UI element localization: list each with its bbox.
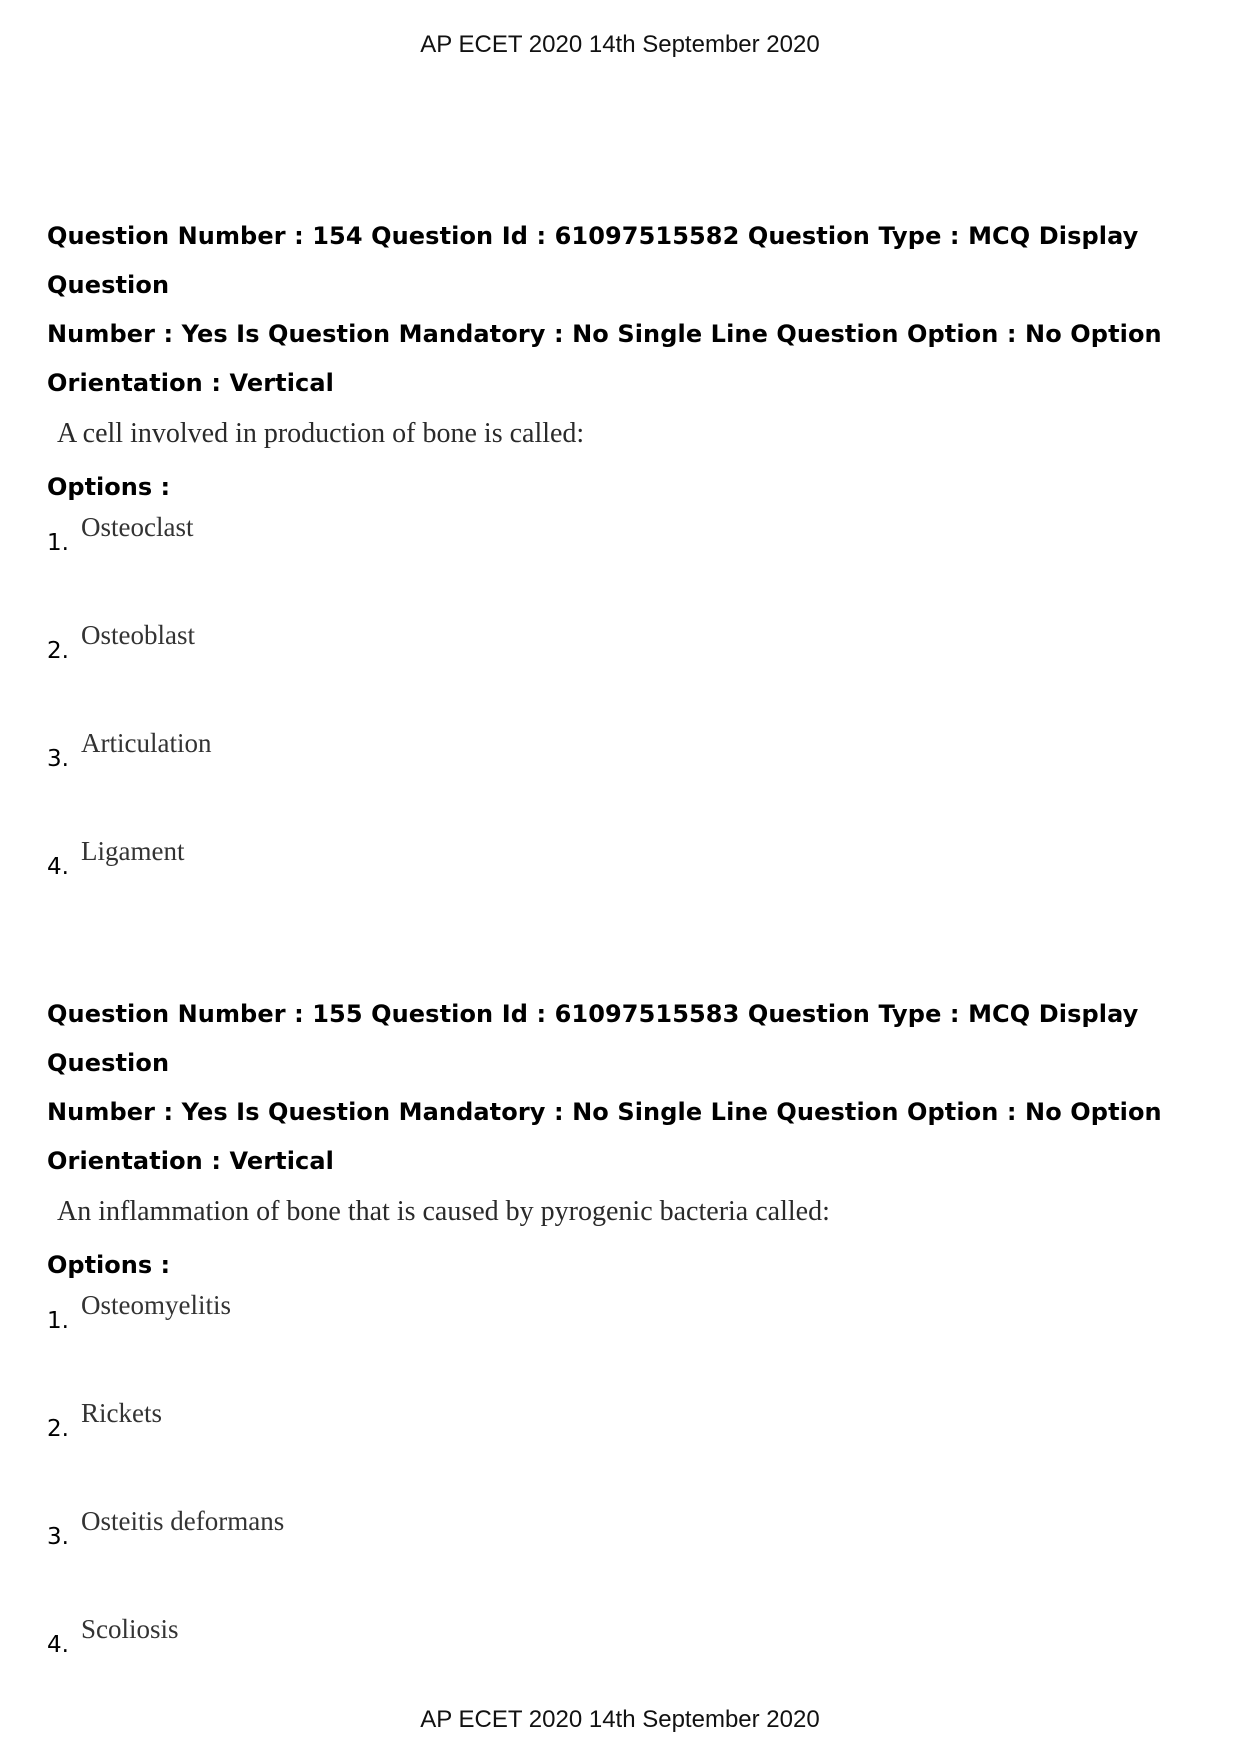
option-item[interactable] (47, 728, 1207, 836)
option-item[interactable] (47, 836, 1207, 944)
option-text: Articulation (81, 728, 212, 758)
question-text: A cell involved in production of bone is called: (57, 418, 585, 449)
question-meta-line: Number : Yes Is Question Mandatory : No Single Line Question Option : No Option (47, 1098, 1162, 1126)
options-list (47, 1290, 1207, 1722)
question-block-154 (47, 212, 1207, 944)
option-text: Osteomyelitis (81, 1290, 231, 1320)
option-item[interactable] (47, 620, 1207, 728)
option-text: Osteitis deformans (81, 1506, 285, 1536)
option-number: 1. (47, 1308, 69, 1334)
question-meta-line: Question Number : 154 Question Id : 61097515582 Question Type : MCQ Display Question (47, 222, 1139, 299)
option-number: 2. (47, 1416, 69, 1442)
options-list (47, 512, 1207, 944)
option-number: 3. (47, 1524, 69, 1550)
page-header: AP ECET 2020 14th September 2020 (420, 31, 820, 58)
question-meta-line: Number : Yes Is Question Mandatory : No Single Line Question Option : No Option (47, 320, 1162, 348)
option-item[interactable] (47, 1290, 1207, 1398)
option-number: 4. (47, 854, 69, 880)
option-number: 4. (47, 1632, 69, 1658)
option-number: 3. (47, 746, 69, 772)
question-block-155 (47, 990, 1207, 1722)
option-item[interactable] (47, 1506, 1207, 1614)
option-item[interactable] (47, 1398, 1207, 1506)
option-text: Osteoclast (81, 512, 194, 542)
options-label: Options : (47, 1251, 171, 1279)
option-text: Ligament (81, 836, 185, 866)
option-text: Scoliosis (81, 1614, 179, 1644)
options-label: Options : (47, 473, 171, 501)
option-number: 2. (47, 638, 69, 664)
question-meta-line: Orientation : Vertical (47, 369, 335, 397)
page-footer: AP ECET 2020 14th September 2020 (420, 1706, 820, 1733)
option-item[interactable] (47, 512, 1207, 620)
question-meta-line: Question Number : 155 Question Id : 61097515583 Question Type : MCQ Display Question (47, 1000, 1139, 1077)
question-text: An inflammation of bone that is caused by pyrogenic bacteria called: (57, 1196, 830, 1227)
option-text: Rickets (81, 1398, 162, 1428)
option-number: 1. (47, 530, 69, 556)
option-text: Osteoblast (81, 620, 195, 650)
question-meta-line: Orientation : Vertical (47, 1147, 335, 1175)
